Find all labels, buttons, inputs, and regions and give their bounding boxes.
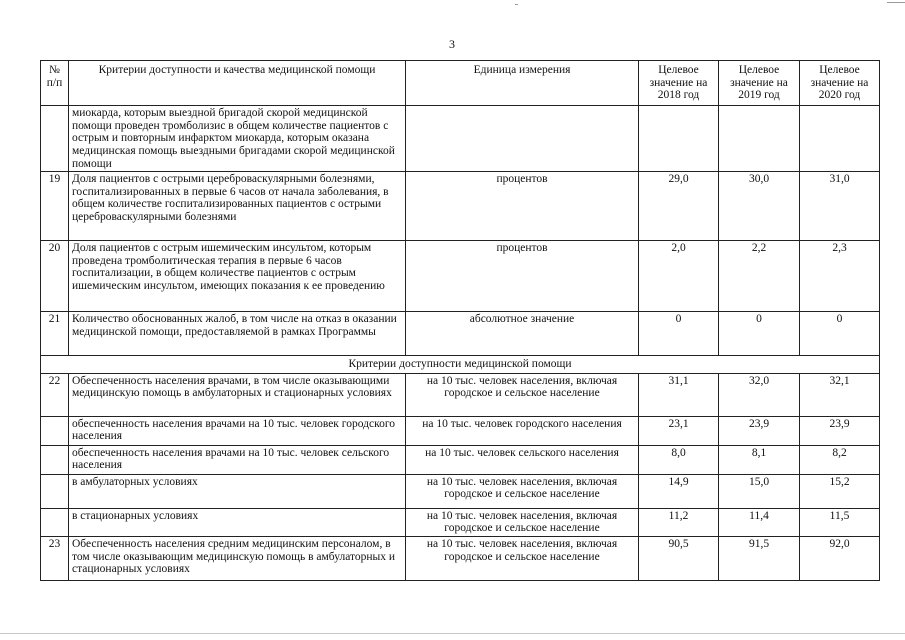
header-criteria: Критерии доступности и качества медицинской помощи <box>69 61 406 106</box>
table-row <box>41 537 880 581</box>
table-row <box>41 416 880 445</box>
row-num <box>41 416 69 445</box>
page-number: 3 <box>449 37 455 51</box>
row-value-2019: 23,9 <box>719 416 800 445</box>
row-value-2018 <box>639 106 719 172</box>
row-unit: на 10 тыс. человек населения, включая городское и сельское население <box>406 508 639 536</box>
row-unit: на 10 тыс. человек населения, включая городское и сельское население <box>406 373 639 416</box>
row-value-2019: 15,0 <box>719 474 800 508</box>
row-value-2018: 0 <box>639 312 719 356</box>
row-criteria: миокарда, которым выездной бригадой скорой медицинской помощи проведен тромболизис в общем количестве пациентов с острым и повторным инфарктом миокарда, которым оказана медицинская помощь выездными бригадами скорой медицинской помощи <box>69 106 406 172</box>
header-2020: Целевое значение на 2020 год <box>800 61 880 106</box>
row-criteria: Доля пациентов с острым ишемическим инсультом, которым проведена тромболитическая терапия в первые 6 часов госпитализации, в общем количестве пациентов с острым ишемическим инсультом, имеющих показания к ее проведению <box>69 241 406 312</box>
row-num: 23 <box>41 537 69 581</box>
table-row <box>41 474 880 508</box>
row-criteria: обеспеченность населения врачами на 10 тыс. человек городского населения <box>69 416 406 445</box>
table-row <box>41 312 880 356</box>
row-num: 19 <box>41 172 69 241</box>
row-num: 21 <box>41 312 69 356</box>
row-unit: процентов <box>406 172 639 241</box>
row-value-2020: 23,9 <box>800 416 880 445</box>
section-row <box>41 356 880 374</box>
row-value-2018: 11,2 <box>639 508 719 536</box>
header-2018: Целевое значение на 2018 год <box>639 61 719 106</box>
criteria-table <box>40 60 880 581</box>
row-value-2019: 30,0 <box>719 172 800 241</box>
row-unit: на 10 тыс. человек населения, включая городское и сельское население <box>406 474 639 508</box>
row-value-2019: 2,2 <box>719 241 800 312</box>
table-row <box>41 445 880 474</box>
row-value-2020: 2,3 <box>800 241 880 312</box>
row-num: 22 <box>41 373 69 416</box>
row-value-2019: 0 <box>719 312 800 356</box>
row-unit: абсолютное значение <box>406 312 639 356</box>
table-row <box>41 508 880 536</box>
header-num: № п/п <box>41 61 69 106</box>
row-value-2018: 90,5 <box>639 537 719 581</box>
row-value-2020: 32,1 <box>800 373 880 416</box>
row-unit: процентов <box>406 241 639 312</box>
row-unit: на 10 тыс. человек населения, включая городское и сельское население <box>406 537 639 581</box>
row-value-2018: 2,0 <box>639 241 719 312</box>
row-value-2020: 15,2 <box>800 474 880 508</box>
section-title: Критерии доступности медицинской помощи <box>41 356 880 374</box>
row-value-2020: 8,2 <box>800 445 880 474</box>
row-value-2018: 31,1 <box>639 373 719 416</box>
row-value-2019: 11,4 <box>719 508 800 536</box>
row-criteria: Обеспеченность населения врачами, в том числе оказывающими медицинскую помощь в амбулаторных и стационарных условиях <box>69 373 406 416</box>
row-value-2018: 23,1 <box>639 416 719 445</box>
row-num <box>41 508 69 536</box>
table-row <box>41 106 880 172</box>
row-num <box>41 106 69 172</box>
table-row <box>41 241 880 312</box>
table-row <box>41 172 880 241</box>
row-criteria: в амбулаторных условиях <box>69 474 406 508</box>
row-criteria: обеспеченность населения врачами на 10 тыс. человек сельского населения <box>69 445 406 474</box>
scan-mark <box>887 2 905 3</box>
row-criteria: в стационарных условиях <box>69 508 406 536</box>
row-value-2019: 8,1 <box>719 445 800 474</box>
row-unit: на 10 тыс. человек сельского населения <box>406 445 639 474</box>
row-value-2020: 92,0 <box>800 537 880 581</box>
row-unit: на 10 тыс. человек городского населения <box>406 416 639 445</box>
row-value-2018: 8,0 <box>639 445 719 474</box>
scan-mark <box>515 4 518 5</box>
row-criteria: Количество обоснованных жалоб, в том числе на отказ в оказании медицинской помощи, предоставляемой в рамках Программы <box>69 312 406 356</box>
row-num <box>41 445 69 474</box>
row-value-2018: 14,9 <box>639 474 719 508</box>
row-value-2019: 91,5 <box>719 537 800 581</box>
table-row <box>41 373 880 416</box>
row-value-2019: 32,0 <box>719 373 800 416</box>
row-unit <box>406 106 639 172</box>
row-criteria: Доля пациентов с острыми цереброваскулярными болезнями, госпитализированных в первые 6 часов от начала заболевания, в общем количестве госпитализированных пациентов с острыми цереброваскулярными болезнями <box>69 172 406 241</box>
header-row <box>41 61 880 106</box>
scan-mark <box>0 633 905 634</box>
row-value-2019 <box>719 106 800 172</box>
row-value-2020: 31,0 <box>800 172 880 241</box>
header-2019: Целевое значение на 2019 год <box>719 61 800 106</box>
row-value-2020: 0 <box>800 312 880 356</box>
row-value-2018: 29,0 <box>639 172 719 241</box>
row-num: 20 <box>41 241 69 312</box>
row-criteria: Обеспеченность населения средним медицинским персоналом, в том числе оказывающим медицинскую помощь в амбулаторных и стационарных условиях <box>69 537 406 581</box>
row-num <box>41 474 69 508</box>
header-unit: Единица измерения <box>406 61 639 106</box>
row-value-2020: 11,5 <box>800 508 880 536</box>
row-value-2020 <box>800 106 880 172</box>
